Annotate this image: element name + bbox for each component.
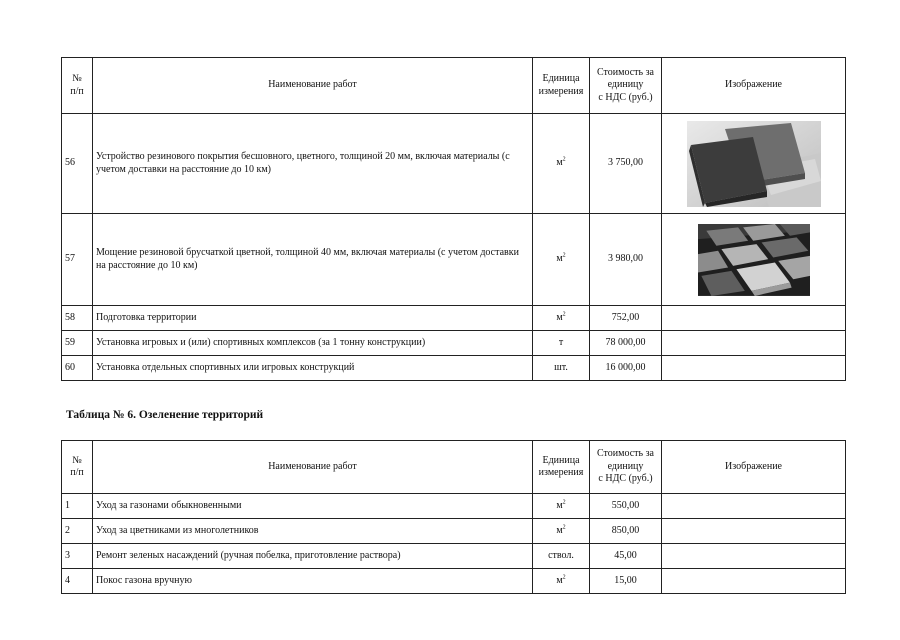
row-cost: 78 000,00 <box>590 331 662 356</box>
row-num: 59 <box>62 331 93 356</box>
row-unit: $м^2$ <box>533 569 590 594</box>
header-num: № п/п <box>62 441 93 494</box>
rubber-paving-photo <box>698 220 810 300</box>
row-num: 57 <box>62 214 93 306</box>
table-row <box>62 356 846 381</box>
row-name: Уход за газонами обыкновенными <box>93 494 533 519</box>
row-unit: $м^2$ <box>533 114 590 214</box>
table-row <box>62 214 846 306</box>
row-name: Установка игровых и (или) спортивных комплексов (за 1 тонну конструкции) <box>93 331 533 356</box>
row-name: Ремонт зеленых насаждений (ручная побелка, приготовление раствора) <box>93 544 533 569</box>
row-cost: 3 980,00 <box>590 214 662 306</box>
row-image <box>662 544 846 569</box>
row-cost: 16 000,00 <box>590 356 662 381</box>
row-name: Устройство резинового покрытия бесшовного, цветного, толщиной 20 мм, включая материалы (с учетом доставки на расстояние до 10 км) <box>93 114 533 214</box>
table-6-title: Таблица № 6. Озеленение территорий <box>66 409 264 421</box>
row-image <box>662 114 846 214</box>
row-image <box>662 569 846 594</box>
row-cost: 752,00 <box>590 306 662 331</box>
row-num: 60 <box>62 356 93 381</box>
row-unit: $м^2$ <box>533 306 590 331</box>
row-name: Установка отдельных спортивных или игровых конструкций <box>93 356 533 381</box>
row-name: Уход за цветниками из многолетников <box>93 519 533 544</box>
row-unit: $м^2$ <box>533 214 590 306</box>
row-num: 2 <box>62 519 93 544</box>
header-name: Наименование работ <box>93 58 533 114</box>
row-name: Покос газона вручную <box>93 569 533 594</box>
row-num: 1 <box>62 494 93 519</box>
row-name: Мощение резиновой брусчаткой цветной, толщиной 40 мм, включая материалы (с учетом доставки на расстояние до 10 км) <box>93 214 533 306</box>
row-num: 4 <box>62 569 93 594</box>
header-image: Изображение <box>662 58 846 114</box>
header-num: № п/п <box>62 58 93 114</box>
row-name: Подготовка территории <box>93 306 533 331</box>
table-row <box>62 306 846 331</box>
header-cost: Стоимость за единицу с НДС (руб.) <box>590 58 662 114</box>
row-cost: 550,00 <box>590 494 662 519</box>
row-image <box>662 356 846 381</box>
row-cost: 850,00 <box>590 519 662 544</box>
row-image <box>662 331 846 356</box>
row-num: 58 <box>62 306 93 331</box>
row-unit: шт. <box>533 356 590 381</box>
table-header-row <box>62 441 846 494</box>
row-image <box>662 214 846 306</box>
row-image <box>662 519 846 544</box>
works-table-6 <box>61 440 846 594</box>
header-image: Изображение <box>662 441 846 494</box>
works-table-5 <box>61 57 846 381</box>
table-header-row <box>62 58 846 114</box>
row-num: 3 <box>62 544 93 569</box>
header-unit: Единица измерения <box>533 441 590 494</box>
row-unit: т <box>533 331 590 356</box>
row-num: 56 <box>62 114 93 214</box>
row-image <box>662 306 846 331</box>
row-cost: 45,00 <box>590 544 662 569</box>
table-row <box>62 569 846 594</box>
row-image <box>662 494 846 519</box>
table-row <box>62 494 846 519</box>
header-name: Наименование работ <box>93 441 533 494</box>
row-unit: $м^2$ <box>533 494 590 519</box>
rubber-tiles-photo <box>687 121 821 207</box>
table-row <box>62 544 846 569</box>
table-row <box>62 519 846 544</box>
header-cost: Стоимость за единицу с НДС (руб.) <box>590 441 662 494</box>
row-cost: 15,00 <box>590 569 662 594</box>
header-unit: Единица измерения <box>533 58 590 114</box>
row-unit: $м^2$ <box>533 519 590 544</box>
row-unit: ствол. <box>533 544 590 569</box>
table-row <box>62 331 846 356</box>
row-cost: 3 750,00 <box>590 114 662 214</box>
table-row <box>62 114 846 214</box>
